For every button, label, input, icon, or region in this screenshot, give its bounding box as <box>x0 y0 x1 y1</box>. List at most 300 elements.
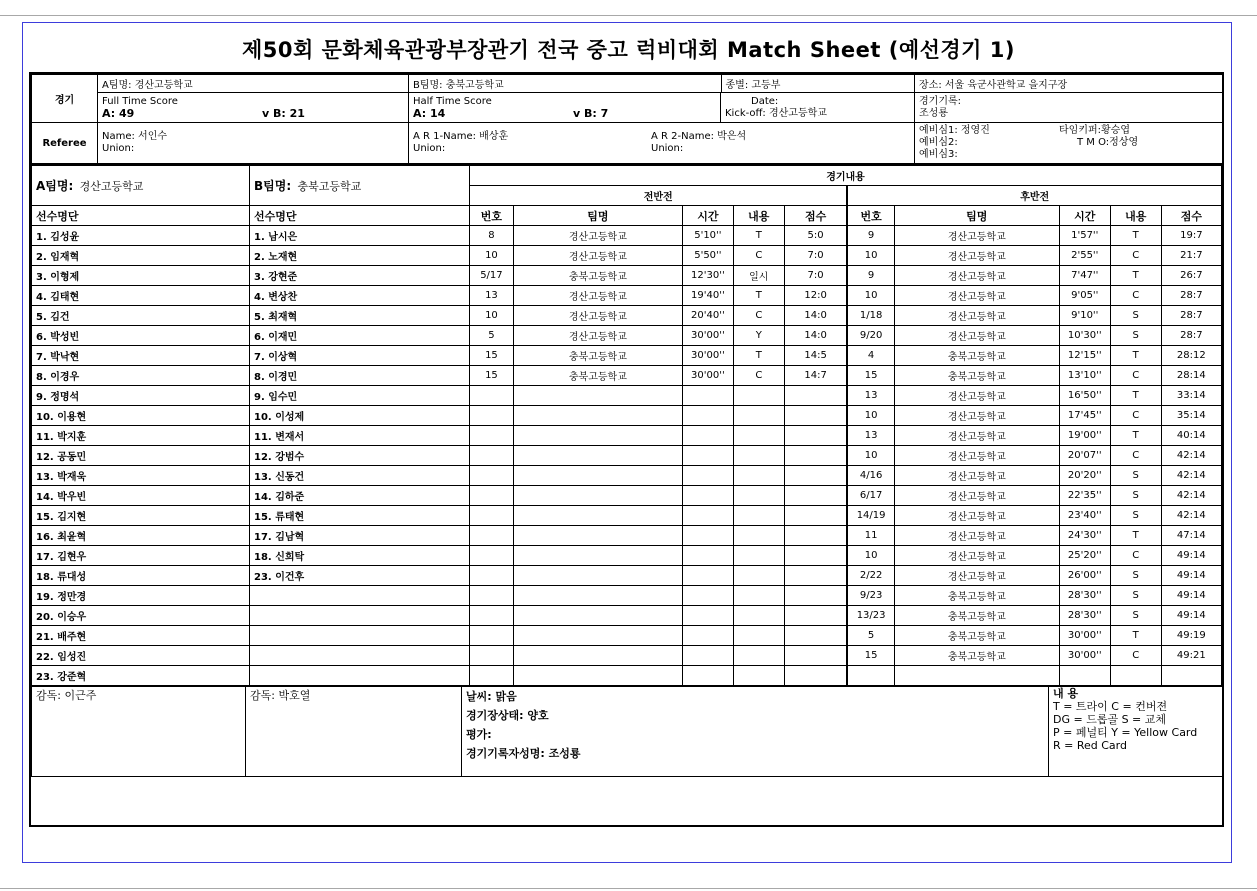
second-half-score: 49:14 <box>1161 546 1221 566</box>
first-half-time <box>682 406 733 426</box>
second-half-score: 28:7 <box>1161 326 1221 346</box>
second-half-time: 2'55'' <box>1059 246 1110 266</box>
first-half-time <box>682 606 733 626</box>
timekeeper: 타임키퍼:황승엽 <box>1059 125 1130 136</box>
col-team: 팀명 <box>894 206 1059 226</box>
second-half-content: C <box>1110 646 1161 666</box>
second-half-content: T <box>1110 346 1161 366</box>
second-half-content: T <box>1110 526 1161 546</box>
legend-line-2: DG = 드롭골 S = 교체 <box>1053 713 1167 726</box>
first-half-content: C <box>733 366 784 386</box>
first-half-team <box>513 386 682 406</box>
col-number: 번호 <box>470 206 514 226</box>
first-half-number: 15 <box>470 366 514 386</box>
recorder-name: 조성룡 <box>919 107 948 119</box>
first-half-content <box>733 646 784 666</box>
second-half-content: T <box>1110 386 1161 406</box>
table-row <box>32 466 1222 486</box>
second-half-team: 경산고등학교 <box>894 546 1059 566</box>
table-row <box>32 226 1222 246</box>
category: 종별: 고등부 <box>725 80 781 91</box>
tmo: T M O:정상영 <box>1077 137 1139 148</box>
table-row <box>32 566 1222 586</box>
roster-b-player: 1. 남시은 <box>250 226 470 246</box>
col-content: 내용 <box>733 206 784 226</box>
second-half-number: 15 <box>847 646 894 666</box>
first-half-time: 30'00'' <box>682 346 733 366</box>
first-half-number: 5 <box>470 326 514 346</box>
second-half-content: S <box>1110 506 1161 526</box>
roster-a-player: 10. 이용현 <box>32 406 250 426</box>
roster-a-player: 11. 박지훈 <box>32 426 250 446</box>
second-half-number: 4 <box>847 346 894 366</box>
content-label: 경기내용 <box>470 166 1222 186</box>
second-half-time: 24'30'' <box>1059 526 1110 546</box>
evaluation: 평가: <box>466 728 492 741</box>
second-half-content: S <box>1110 586 1161 606</box>
first-half-score <box>784 526 847 546</box>
first-half-content <box>733 526 784 546</box>
first-half-time: 30'00'' <box>682 326 733 346</box>
second-half-time: 9'10'' <box>1059 306 1110 326</box>
first-half-score <box>784 386 847 406</box>
second-half-team: 경산고등학교 <box>894 526 1059 546</box>
roster-b-player: 17. 김남혁 <box>250 526 470 546</box>
first-half-team <box>513 506 682 526</box>
first-half-content <box>733 606 784 626</box>
second-half-team: 충북고등학교 <box>894 366 1059 386</box>
second-half-team: 경산고등학교 <box>894 486 1059 506</box>
first-half-number <box>470 426 514 446</box>
half-time-a: A: 14 <box>413 106 446 120</box>
second-half-score: 49:19 <box>1161 626 1221 646</box>
second-half-time: 16'50'' <box>1059 386 1110 406</box>
second-half-number: 9/20 <box>847 326 894 346</box>
first-half-score <box>784 646 847 666</box>
roster-b-player: 6. 이재민 <box>250 326 470 346</box>
kickoff-field: Kick-off: 경산고등학교 <box>725 107 827 119</box>
second-half-content <box>1110 666 1161 686</box>
table-row <box>32 426 1222 446</box>
second-half-score: 21:7 <box>1161 246 1221 266</box>
second-half-time: 20'20'' <box>1059 466 1110 486</box>
first-half-number <box>470 646 514 666</box>
reserve-referee-2: 예비심2: <box>919 137 958 148</box>
first-half-number <box>470 586 514 606</box>
roster-b-player: 14. 김하준 <box>250 486 470 506</box>
second-half-number: 6/17 <box>847 486 894 506</box>
first-half-score <box>784 486 847 506</box>
second-half-team: 경산고등학교 <box>894 306 1059 326</box>
first-half-time: 12'30'' <box>682 266 733 286</box>
roster-a-player: 23. 강준혁 <box>32 666 250 686</box>
score-table <box>31 165 1222 686</box>
first-half-score: 14:7 <box>784 366 847 386</box>
first-half-score <box>784 566 847 586</box>
second-half-time: 19'00'' <box>1059 426 1110 446</box>
second-half-number: 14/19 <box>847 506 894 526</box>
ar1-union: Union: <box>413 143 446 154</box>
second-half-score: 19:7 <box>1161 226 1221 246</box>
legend-line-4: R = Red Card <box>1053 739 1127 752</box>
roster-b-player: 18. 신희탁 <box>250 546 470 566</box>
coach-a: 감독: 이근주 <box>32 687 246 777</box>
second-half-content: S <box>1110 566 1161 586</box>
second-half-number: 10 <box>847 546 894 566</box>
first-half-time <box>682 526 733 546</box>
second-half-time: 30'00'' <box>1059 626 1110 646</box>
first-half-score: 14:5 <box>784 346 847 366</box>
first-half-team: 충북고등학교 <box>513 266 682 286</box>
table-row <box>32 586 1222 606</box>
first-half-time <box>682 466 733 486</box>
first-half-team <box>513 466 682 486</box>
second-half-score: 28:12 <box>1161 346 1221 366</box>
field-condition: 경기장상태: 양호 <box>466 709 549 722</box>
reserve-referee-1: 예비심1: 정영진 <box>919 125 990 136</box>
first-half-team <box>513 626 682 646</box>
second-half-number: 9 <box>847 266 894 286</box>
table-row <box>32 386 1222 406</box>
team-b-name: B팀명: 충북고등학교 <box>409 75 721 92</box>
table-row <box>32 646 1222 666</box>
second-half-content: C <box>1110 446 1161 466</box>
second-half-team: 충북고등학교 <box>894 606 1059 626</box>
first-half-time: 20'40'' <box>682 306 733 326</box>
roster-a-player: 15. 김지현 <box>32 506 250 526</box>
team-a-label: A팀명: <box>36 179 74 193</box>
roster-b-player <box>250 626 470 646</box>
first-half-time: 19'40'' <box>682 286 733 306</box>
second-half-number: 13/23 <box>847 606 894 626</box>
roster-a-player: 1. 김성윤 <box>32 226 250 246</box>
roster-a-player: 4. 김태현 <box>32 286 250 306</box>
first-half-content <box>733 506 784 526</box>
table-row <box>32 306 1222 326</box>
second-half-team: 경산고등학교 <box>894 426 1059 446</box>
roster-b-player: 3. 강현준 <box>250 266 470 286</box>
first-half-time <box>682 566 733 586</box>
first-half-team <box>513 566 682 586</box>
first-half-number: 15 <box>470 346 514 366</box>
first-half-number <box>470 546 514 566</box>
first-half-team: 경산고등학교 <box>513 286 682 306</box>
first-half-team <box>513 666 682 686</box>
roster-a-player: 21. 배주현 <box>32 626 250 646</box>
second-half-number: 5 <box>847 626 894 646</box>
match-info-table <box>31 74 1223 165</box>
second-half-team: 경산고등학교 <box>894 386 1059 406</box>
second-half-content: S <box>1110 326 1161 346</box>
first-half-time <box>682 486 733 506</box>
col-content: 내용 <box>1110 206 1161 226</box>
second-half-content: T <box>1110 266 1161 286</box>
first-half-time: 5'50'' <box>682 246 733 266</box>
table-row <box>32 486 1222 506</box>
first-half-time <box>682 626 733 646</box>
second-half-time: 28'30'' <box>1059 586 1110 606</box>
full-time-b: v B: 21 <box>262 106 305 120</box>
second-half-number: 13 <box>847 426 894 446</box>
second-half-score: 47:14 <box>1161 526 1221 546</box>
table-row <box>32 626 1222 646</box>
roster-a-player: 19. 정만경 <box>32 586 250 606</box>
first-half-score <box>784 626 847 646</box>
second-half-score <box>1161 666 1221 686</box>
first-half-score: 7:0 <box>784 246 847 266</box>
first-half-team: 충북고등학교 <box>513 346 682 366</box>
second-half-team: 경산고등학교 <box>894 406 1059 426</box>
first-half-time <box>682 506 733 526</box>
second-half-time: 28'30'' <box>1059 606 1110 626</box>
roster-b-player: 15. 류태현 <box>250 506 470 526</box>
second-half-time: 13'10'' <box>1059 366 1110 386</box>
first-half-content <box>733 426 784 446</box>
second-half-team: 충북고등학교 <box>894 646 1059 666</box>
second-half-score: 28:7 <box>1161 306 1221 326</box>
first-half-team: 경산고등학교 <box>513 246 682 266</box>
team-a-value: 경산고등학교 <box>79 180 144 193</box>
first-half-content: C <box>733 246 784 266</box>
venue: 장소: 서울 육군사관학교 을지구장 <box>915 75 1223 93</box>
second-half-time: 20'07'' <box>1059 446 1110 466</box>
first-half-team <box>513 486 682 506</box>
referee-label: Referee <box>32 123 98 165</box>
roster-b-player: 2. 노재현 <box>250 246 470 266</box>
second-half-score: 26:7 <box>1161 266 1221 286</box>
second-half-team: 경산고등학교 <box>894 266 1059 286</box>
bottom-divider <box>0 888 1257 889</box>
roster-a-player: 18. 류대성 <box>32 566 250 586</box>
roster-b-player: 7. 이상혁 <box>250 346 470 366</box>
first-half-time <box>682 426 733 446</box>
second-half-time: 10'30'' <box>1059 326 1110 346</box>
second-half-content: T <box>1110 426 1161 446</box>
roster-a-player: 12. 공동민 <box>32 446 250 466</box>
roster-b-player: 12. 강범수 <box>250 446 470 466</box>
second-half-content: C <box>1110 286 1161 306</box>
referee-name: Name: 서인수 <box>102 131 168 142</box>
half-time-label: Half Time Score <box>413 95 492 107</box>
roster-a-player: 14. 박우빈 <box>32 486 250 506</box>
first-half-time <box>682 666 733 686</box>
first-half-score <box>784 446 847 466</box>
first-half-team <box>513 406 682 426</box>
second-half-number: 10 <box>847 446 894 466</box>
team-a-name: A팀명: 경산고등학교 <box>98 75 409 93</box>
first-half-number: 5/17 <box>470 266 514 286</box>
second-half-score: 42:14 <box>1161 446 1221 466</box>
second-half-time: 26'00'' <box>1059 566 1110 586</box>
first-half-score: 14:0 <box>784 306 847 326</box>
coach-b: 감독: 박호열 <box>246 687 462 777</box>
table-row <box>32 606 1222 626</box>
legend-line-1: T = 트라이 C = 컨버젼 <box>1053 700 1168 713</box>
second-half-team: 충북고등학교 <box>894 586 1059 606</box>
second-half-number: 15 <box>847 366 894 386</box>
second-half-score: 35:14 <box>1161 406 1221 426</box>
date-field: Date: <box>751 95 779 107</box>
second-half-score: 49:21 <box>1161 646 1221 666</box>
first-half-team <box>513 646 682 666</box>
second-half-content: C <box>1110 366 1161 386</box>
roster-a-player: 5. 김건 <box>32 306 250 326</box>
table-row <box>32 346 1222 366</box>
first-half-score <box>784 666 847 686</box>
first-half-label: 전반전 <box>470 186 848 206</box>
second-half-number: 10 <box>847 286 894 306</box>
roster-b-player <box>250 666 470 686</box>
first-half-number <box>470 506 514 526</box>
first-half-score <box>784 426 847 446</box>
roster-b-header: 선수명단 <box>250 206 470 226</box>
second-half-score: 40:14 <box>1161 426 1221 446</box>
table-row <box>32 406 1222 426</box>
second-half-number: 11 <box>847 526 894 546</box>
recorder-label: 경기기록: <box>919 95 962 107</box>
first-half-number <box>470 406 514 426</box>
second-half-time: 25'20'' <box>1059 546 1110 566</box>
page-title: 제50회 문화체육관광부장관기 전국 중고 럭비대회 Match Sheet (예선경기 1) <box>242 38 1015 62</box>
roster-a-player: 2. 임재혁 <box>32 246 250 266</box>
table-row <box>32 286 1222 306</box>
roster-b-player: 8. 이경민 <box>250 366 470 386</box>
first-half-team <box>513 586 682 606</box>
second-half-time: 12'15'' <box>1059 346 1110 366</box>
second-half-score: 42:14 <box>1161 466 1221 486</box>
first-half-number: 13 <box>470 286 514 306</box>
first-half-number <box>470 446 514 466</box>
top-divider <box>0 15 1257 16</box>
col-time: 시간 <box>682 206 733 226</box>
second-half-time: 22'35'' <box>1059 486 1110 506</box>
first-half-content: T <box>733 346 784 366</box>
first-half-content <box>733 386 784 406</box>
first-half-content <box>733 406 784 426</box>
first-half-team: 경산고등학교 <box>513 306 682 326</box>
col-number: 번호 <box>847 206 894 226</box>
legend-title: 내 용 <box>1053 687 1079 700</box>
roster-a-player: 9. 정명석 <box>32 386 250 406</box>
second-half-score: 49:14 <box>1161 586 1221 606</box>
first-half-content: T <box>733 226 784 246</box>
table-row <box>32 366 1222 386</box>
table-row <box>32 506 1222 526</box>
second-half-team: 경산고등학교 <box>894 326 1059 346</box>
first-half-score <box>784 506 847 526</box>
first-half-number <box>470 466 514 486</box>
first-half-content <box>733 666 784 686</box>
second-half-score: 49:14 <box>1161 606 1221 626</box>
first-half-time: 30'00'' <box>682 366 733 386</box>
ar1-name: A R 1-Name: 배상훈 <box>413 131 509 142</box>
second-half-content: S <box>1110 486 1161 506</box>
second-half-number: 10 <box>847 406 894 426</box>
first-half-team: 경산고등학교 <box>513 326 682 346</box>
col-score: 점수 <box>784 206 847 226</box>
referee-union: Union: <box>102 143 135 154</box>
footer-table <box>31 686 1223 777</box>
second-half-content: T <box>1110 626 1161 646</box>
first-half-content: C <box>733 306 784 326</box>
second-half-team: 경산고등학교 <box>894 566 1059 586</box>
second-half-content: C <box>1110 246 1161 266</box>
first-half-number <box>470 386 514 406</box>
first-half-score <box>784 466 847 486</box>
first-half-time <box>682 646 733 666</box>
first-half-time <box>682 586 733 606</box>
first-half-score: 5:0 <box>784 226 847 246</box>
second-half-team: 충북고등학교 <box>894 626 1059 646</box>
second-half-content: S <box>1110 306 1161 326</box>
roster-a-player: 6. 박성빈 <box>32 326 250 346</box>
first-half-content <box>733 466 784 486</box>
table-row <box>32 446 1222 466</box>
full-time-label: Full Time Score <box>102 95 178 107</box>
first-half-content: T <box>733 286 784 306</box>
roster-a-player: 20. 이승우 <box>32 606 250 626</box>
second-half-label: 후반전 <box>847 186 1221 206</box>
half-time-b: v B: 7 <box>573 106 609 120</box>
first-half-time <box>682 386 733 406</box>
second-half-team: 충북고등학교 <box>894 346 1059 366</box>
second-half-score: 28:7 <box>1161 286 1221 306</box>
second-half-score: 49:14 <box>1161 566 1221 586</box>
second-half-time: 9'05'' <box>1059 286 1110 306</box>
roster-b-player: 5. 최재혁 <box>250 306 470 326</box>
roster-b-player: 4. 변상찬 <box>250 286 470 306</box>
second-half-number <box>847 666 894 686</box>
second-half-time: 1'57'' <box>1059 226 1110 246</box>
team-b-label: B팀명: <box>254 179 292 193</box>
full-time-a: A: 49 <box>102 106 135 120</box>
first-half-team <box>513 426 682 446</box>
first-half-team <box>513 526 682 546</box>
first-half-content <box>733 626 784 646</box>
second-half-team <box>894 666 1059 686</box>
second-half-number: 9/23 <box>847 586 894 606</box>
first-half-number <box>470 626 514 646</box>
second-half-time: 23'40'' <box>1059 506 1110 526</box>
first-half-team: 경산고등학교 <box>513 226 682 246</box>
roster-a-player: 8. 이경우 <box>32 366 250 386</box>
reserve-referee-3: 예비심3: <box>919 149 958 160</box>
roster-b-player <box>250 606 470 626</box>
table-row <box>32 326 1222 346</box>
second-half-time: 30'00'' <box>1059 646 1110 666</box>
first-half-number <box>470 486 514 506</box>
legend-line-3: P = 페널티 Y = Yellow Card <box>1053 726 1198 739</box>
first-half-content <box>733 486 784 506</box>
second-half-score: 33:14 <box>1161 386 1221 406</box>
table-row <box>32 666 1222 686</box>
col-score: 점수 <box>1161 206 1221 226</box>
second-half-content: C <box>1110 406 1161 426</box>
roster-a-player: 17. 김현우 <box>32 546 250 566</box>
roster-b-player <box>250 586 470 606</box>
second-half-content: S <box>1110 466 1161 486</box>
first-half-number: 8 <box>470 226 514 246</box>
first-half-score: 14:0 <box>784 326 847 346</box>
first-half-score <box>784 586 847 606</box>
second-half-time <box>1059 666 1110 686</box>
record-writer: 경기기록자성명: 조성룡 <box>466 747 581 760</box>
roster-a-header: 선수명단 <box>32 206 250 226</box>
match-sheet <box>29 72 1224 827</box>
table-row <box>32 526 1222 546</box>
first-half-content: 일시 <box>733 266 784 286</box>
first-half-number <box>470 566 514 586</box>
